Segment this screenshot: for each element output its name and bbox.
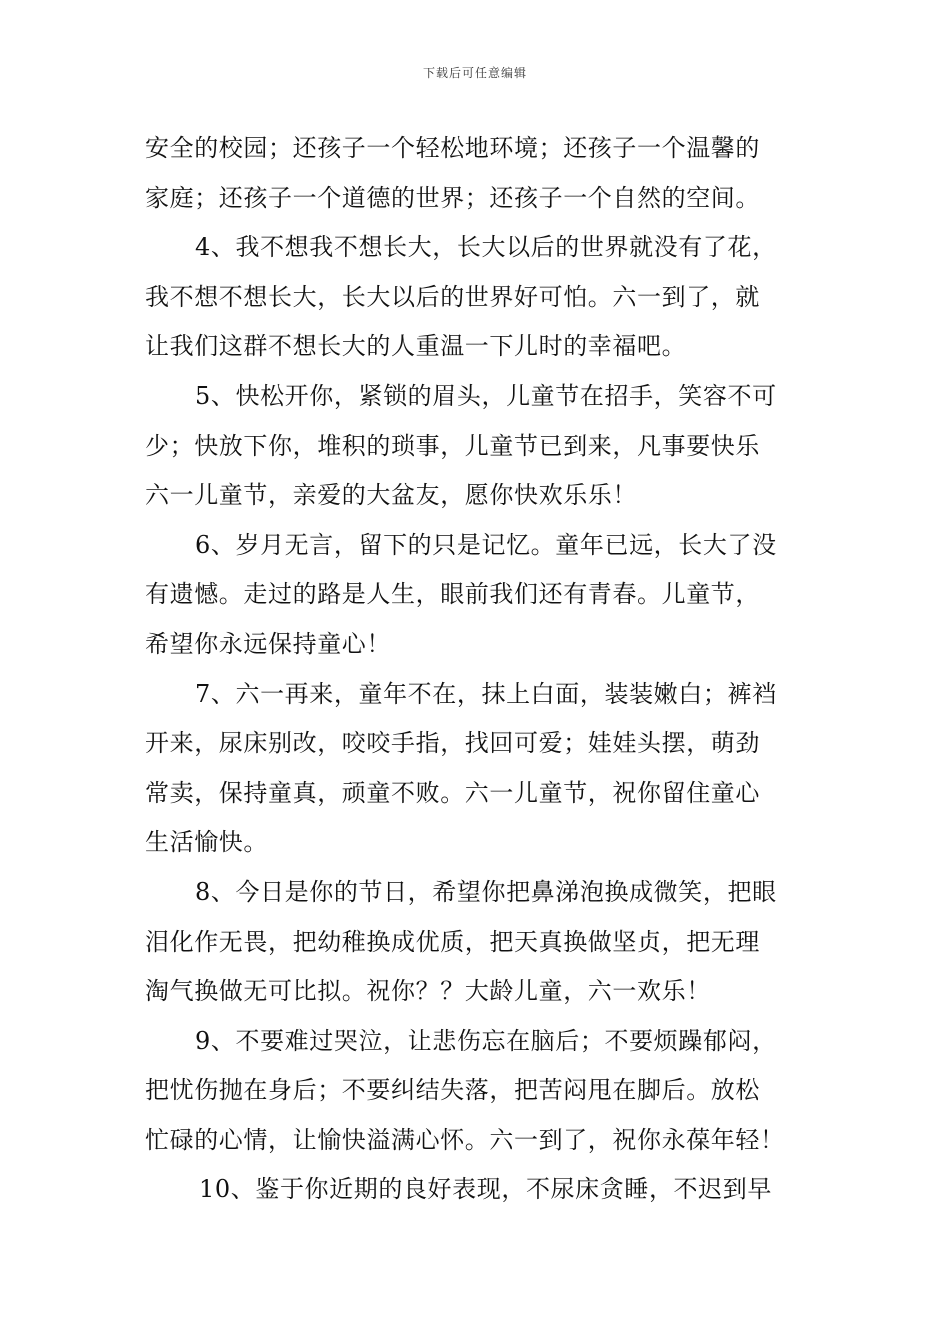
text-line: 开来，尿床别改，咬咬手指，找回可爱；娃娃头摆，萌劲	[145, 729, 760, 758]
text-line: 少；快放下你，堆积的琐事，儿童节已到来，凡事要快乐	[145, 431, 760, 460]
text-line: 有遗憾。走过的路是人生，眼前我们还有青春。儿童节，	[145, 580, 760, 609]
paragraph-start-6: 6、岁月无言，留下的只是记忆。童年已远，长大了没	[195, 530, 777, 559]
paragraph-start-4: 4、我不想我不想长大，长大以后的世界就没有了花，	[195, 233, 777, 262]
paragraph-start-9: 9、不要难过哭泣，让悲伤忘在脑后；不要烦躁郁闷，	[195, 1026, 777, 1055]
text-line: 常卖，保持童真，顽童不败。六一儿童节，祝你留住童心	[145, 778, 760, 807]
text-line: 把忧伤抛在身后；不要纠结失落，把苦闷甩在脚后。放松	[145, 1076, 760, 1105]
text-line: 让我们这群不想长大的人重温一下儿时的幸福吧。	[145, 332, 687, 361]
body-text	[145, 124, 810, 1215]
text-line: 淘气换做无可比拟。祝你？？大龄儿童，六一欢乐！	[145, 977, 711, 1006]
text-line: 忙碌的心情，让愉快溢满心怀。六一到了，祝你永葆年轻！	[145, 1125, 785, 1154]
text-line: 希望你永远保持童心！	[145, 629, 391, 658]
paragraph-start-10: 10、鉴于你近期的良好表现，不尿床贪睡，不迟到早	[199, 1175, 772, 1204]
text-line: 泪化作无畏，把幼稚换成优质，把天真换做坚贞，把无理	[145, 927, 760, 956]
paragraph-start-7: 7、六一再来，童年不在，抹上白面，装装嫩白；裤裆	[195, 679, 777, 708]
paragraph-start-5: 5、快松开你，紧锁的眉头，儿童节在招手，笑容不可	[195, 381, 777, 410]
text-line: 生活愉快。	[145, 828, 268, 857]
text-line: 家庭；还孩子一个道德的世界；还孩子一个自然的空间。	[145, 183, 760, 212]
page-header: 下载后可任意编辑	[422, 66, 527, 80]
text-line: 安全的校园；还孩子一个轻松地环境；还孩子一个温馨的	[145, 134, 760, 162]
paragraph-start-8: 8、今日是你的节日，希望你把鼻涕泡换成微笑，把眼	[195, 877, 777, 906]
text-line: 六一儿童节，亲爱的大盆友，愿你快欢乐乐！	[145, 481, 637, 510]
text-line: 我不想不想长大，长大以后的世界好可怕。六一到了，就	[145, 282, 760, 311]
